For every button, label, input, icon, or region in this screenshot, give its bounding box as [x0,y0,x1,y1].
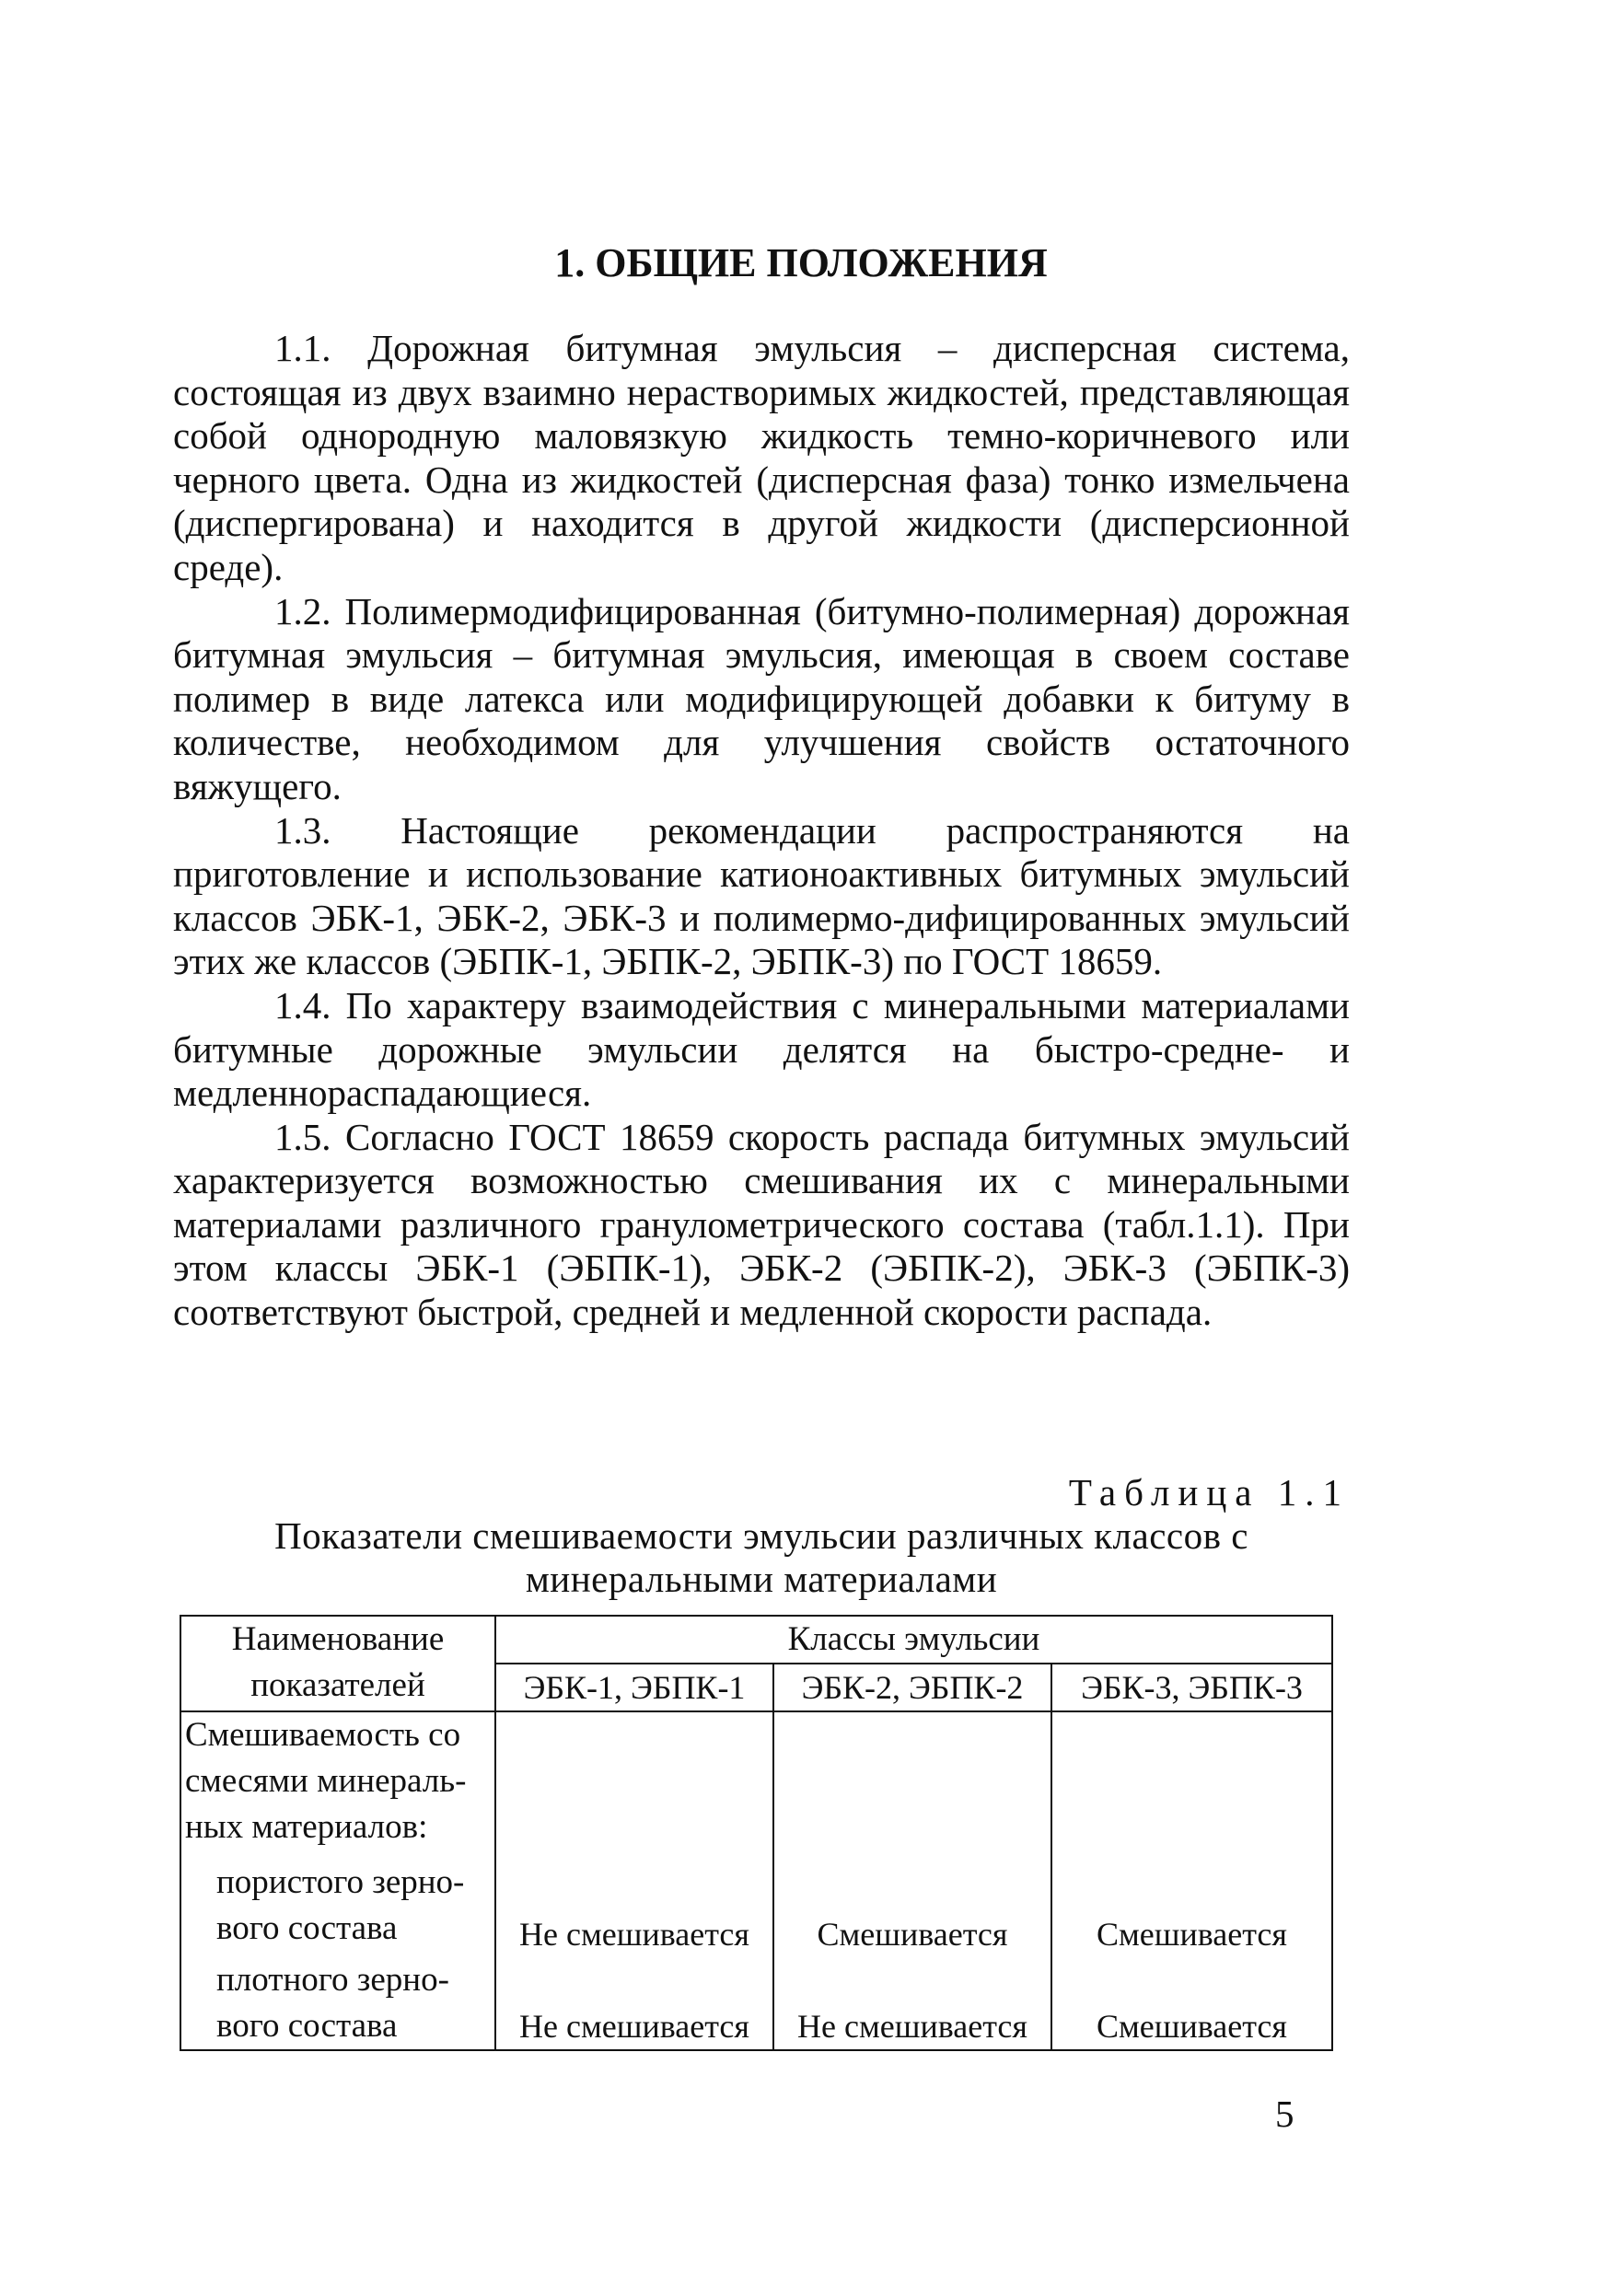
mixability-table [180,1615,1333,2051]
header-class-1: ЭБК-1, ЭБПК-1 [495,1664,773,1711]
header-class-3: ЭБК-3, ЭБПК-3 [1051,1664,1332,1711]
paragraph-1-5: 1.5. Согласно ГОСТ 18659 скорость распада битумных эмульсий характеризуется возможностью смешивания их с минеральными материалами различного гранулометрического состава (табл.1.1). При этом классы ЭБК-1 (ЭБПК-1), ЭБК-2 (ЭБПК-2), ЭБК-3 (ЭБПК-3) соответствуют быстрой, средней и медленной скорости распада. [173,1115,1350,1334]
body-text [173,327,1350,1335]
header-class-2: ЭБК-2, ЭБПК-2 [773,1664,1051,1711]
value-porous-class-3: Смешивается [1097,1916,1287,1953]
table-title: Показатели смешиваемости эмульсии различных классов с минеральными материалами [274,1514,1248,1600]
section-heading: 1. ОБЩИЕ ПОЛОЖЕНИЯ [554,240,1048,285]
class-3-values [1051,1711,1332,2050]
header-classes: Классы эмульсии [495,1616,1332,1664]
value-porous-class-2: Смешивается [817,1916,1008,1953]
table-row [180,1711,1332,2050]
paragraph-1-4: 1.4. По характеру взаимодействия с минеральными материалами битумные дорожные эмульсии делятся на быстро-средне- и медленнораспадающиеся. [173,983,1350,1115]
paragraph-1-2: 1.2. Полимермодифицированная (битумно-полимерная) дорожная битумная эмульсия – битумная эмульсия, имеющая в своем составе полимер в виде латекса или модифицирующей добавки к битуму в количестве, необходимом для улучшения свойств остаточного вяжущего. [173,589,1350,807]
class-1-values [495,1711,773,2050]
class-2-values [773,1711,1051,2050]
value-dense-class-2: Не смешивается [797,2008,1027,2045]
indicator-dense: плотного зерно-вого состава [216,1961,449,2045]
header-indicator: Наименование показателей [180,1616,495,1711]
indicator-porous: пористого зерно-вого состава [216,1863,465,1947]
value-porous-class-1: Не смешивается [519,1916,749,1953]
paragraph-1-3: 1.3. Настоящие рекомендации распространяются на приготовление и использование катионоактивных битумных эмульсий классов ЭБК-1, ЭБК-2, ЭБК-3 и полимермо-дифицированных эмульсий этих же классов (ЭБПК-1, ЭБПК-2, ЭБПК-3) по ГОСТ 18659. [173,808,1350,983]
value-dense-class-3: Смешивается [1097,2008,1287,2045]
indicator-cell [180,1711,495,2050]
table-label: Таблица 1.1 [1068,1471,1350,1513]
indicator-label: Смешиваемость со смесями минераль-ных материалов: [185,1716,467,1846]
paragraph-1-1: 1.1. Дорожная битумная эмульсия – дисперсная система, состоящая из двух взаимно нерастворимых жидкостей, представляющая собой однородную маловязкую жидкость темно-коричневого или черного цвета. Одна из жидкостей (дисперсная фаза) тонко измельчена (диспергирована) и находится в другой жидкости (дисперсионной среде). [173,327,1350,588]
table-header-row [180,1616,1332,1664]
value-dense-class-1: Не смешивается [519,2008,749,2045]
table-caption [173,1471,1350,1601]
page-number: 5 [1275,2093,1294,2135]
